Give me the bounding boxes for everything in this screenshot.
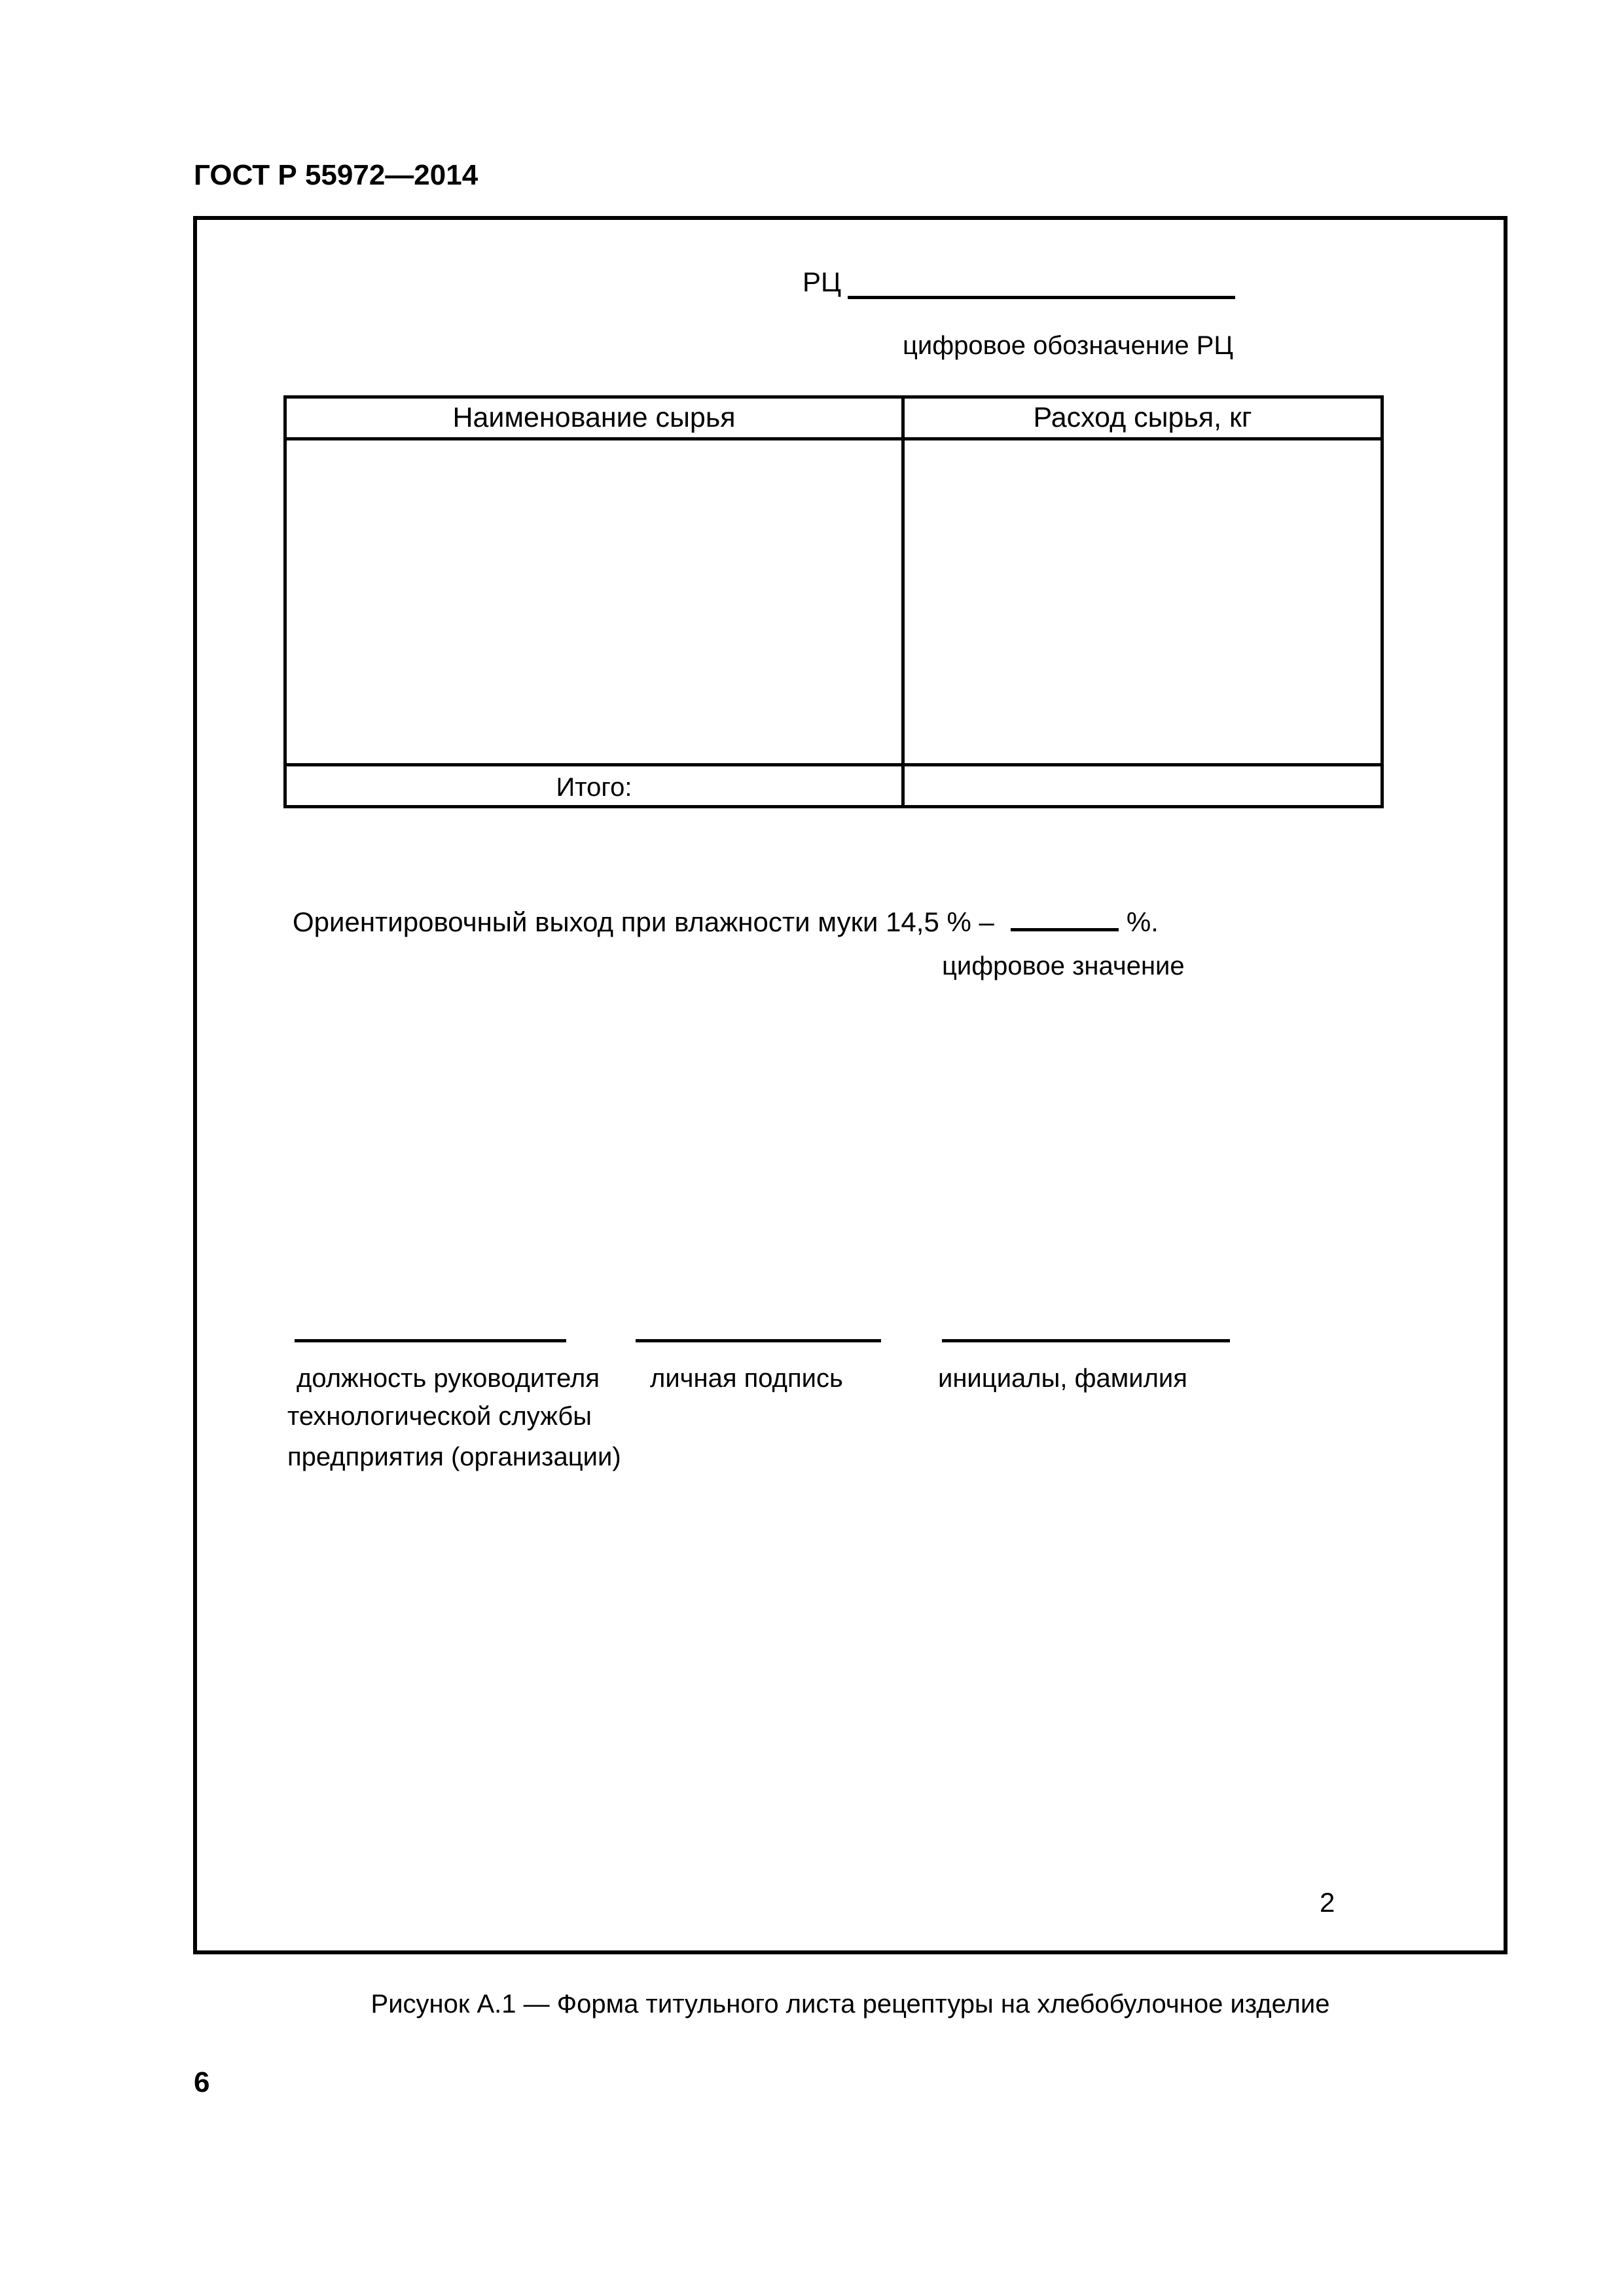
position-label-line-1: должность руководителя	[297, 1364, 600, 1393]
ingredients-table	[283, 395, 1384, 808]
figure-caption: Рисунок А.1 — Форма титульного листа рецептуры на хлебобулочное изделие	[370, 1990, 1330, 2018]
signature-line-name	[942, 1339, 1230, 1342]
yield-hint: цифровое значение	[942, 952, 1185, 980]
standard-number: ГОСТ Р 55972—2014	[194, 159, 478, 191]
form-frame	[193, 216, 1507, 1954]
table-total-row	[287, 763, 1380, 805]
page-number: 6	[194, 2066, 210, 2098]
position-label-line-2: технологической службы	[287, 1402, 592, 1431]
rc-blank-line	[848, 296, 1235, 299]
signature-line-position	[295, 1339, 566, 1342]
ingredient-name-cell-empty	[287, 440, 905, 763]
total-label: Итого:	[287, 766, 905, 805]
yield-blank-line	[1011, 924, 1119, 931]
total-value-cell-empty	[905, 766, 1380, 805]
percent-suffix: %.	[1126, 906, 1159, 937]
form-page-number: 2	[1320, 1887, 1335, 1918]
initials-surname-label: инициалы, фамилия	[938, 1364, 1187, 1393]
consumption-cell-empty	[905, 440, 1380, 763]
position-label-line-3: предприятия (организации)	[287, 1443, 621, 1471]
column-header-consumption: Расход сырья, кг	[1033, 402, 1252, 433]
column-header-ingredient-name: Наименование сырья	[287, 399, 905, 437]
rc-label: РЦ	[803, 266, 842, 297]
personal-signature-label: личная подпись	[650, 1364, 843, 1393]
table-header-row	[287, 399, 1380, 440]
table-body-row	[287, 440, 1380, 763]
signature-line-sign	[636, 1339, 881, 1342]
yield-statement	[293, 907, 1159, 937]
rc-hint: цифровое обозначение РЦ	[903, 331, 1233, 360]
yield-text: Ориентировочный выход при влажности муки 14,5 % –	[293, 906, 994, 937]
